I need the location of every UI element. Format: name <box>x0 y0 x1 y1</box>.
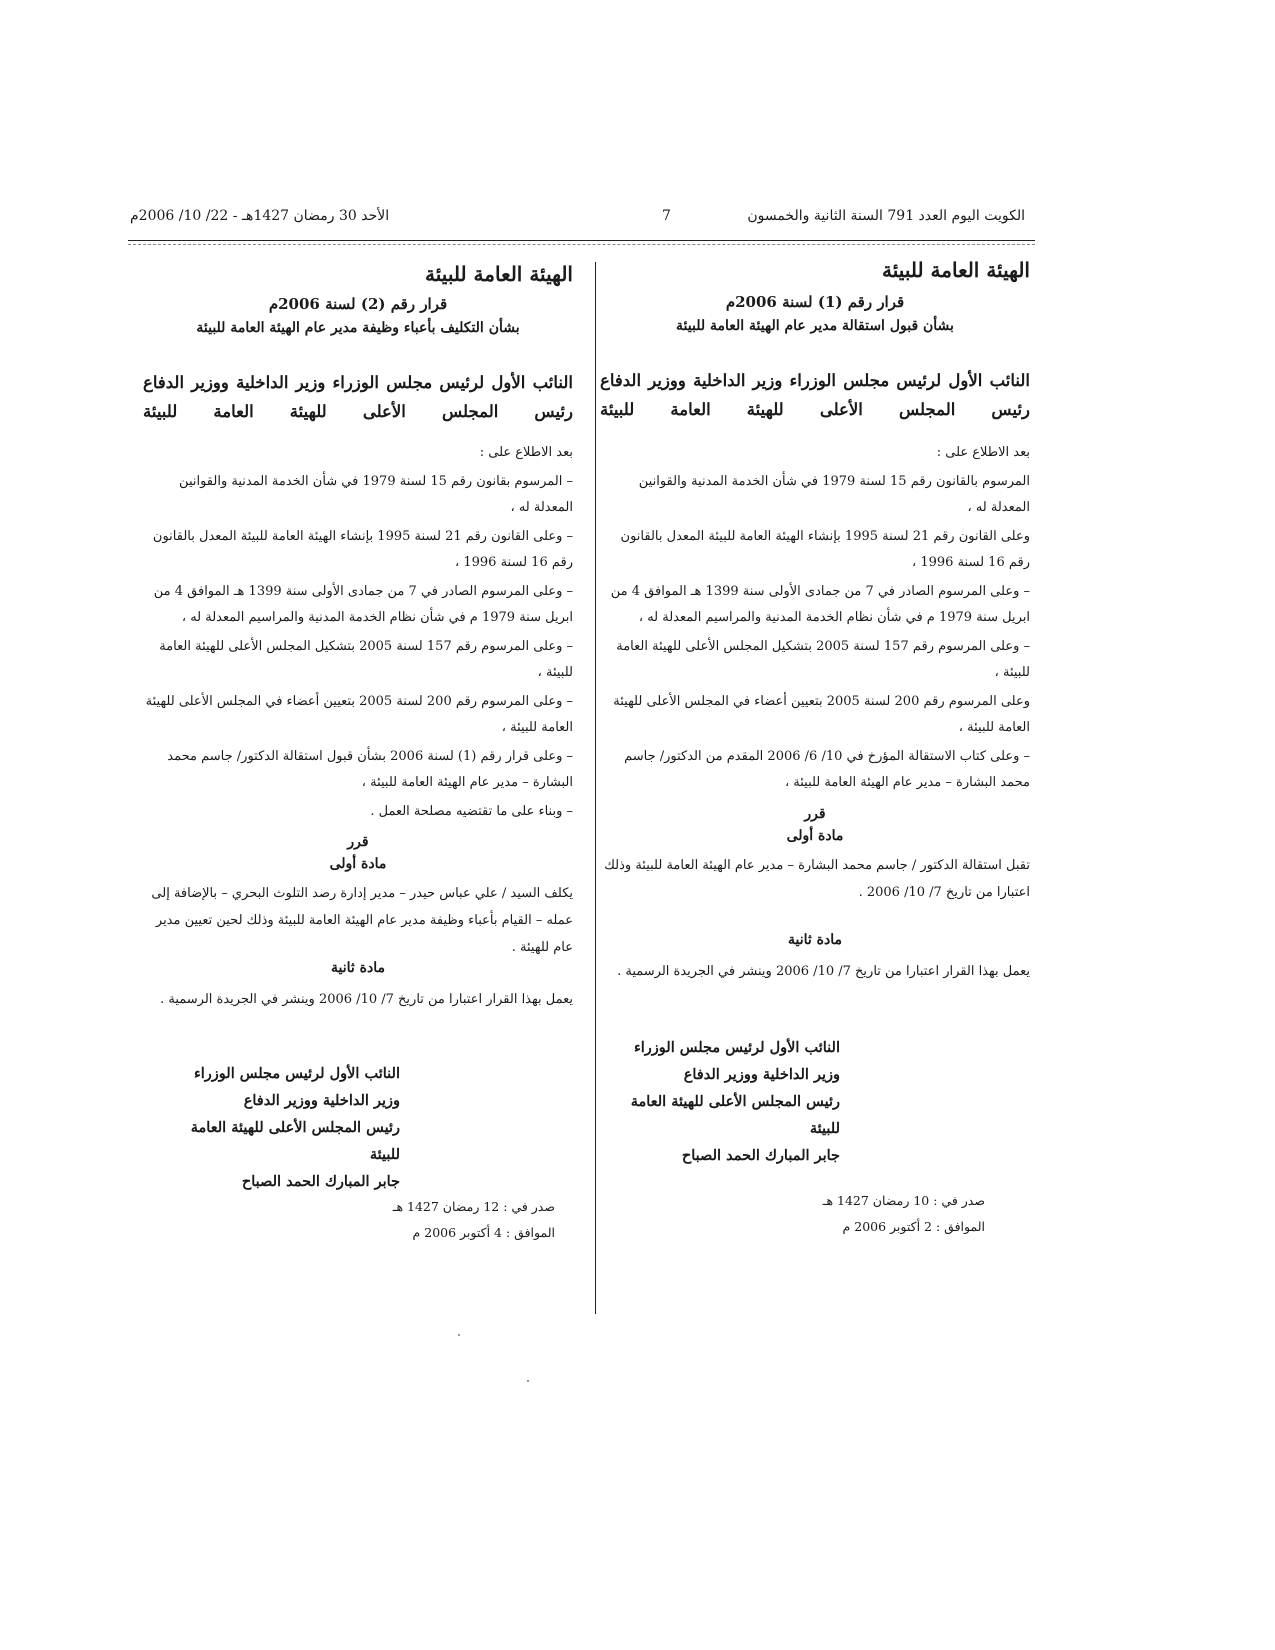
header-rule <box>128 240 1035 241</box>
publication-header: الكويت اليوم العدد 791 السنة الثانية والخمسون <box>747 208 1025 224</box>
decision1-article1-title: مادة أولى <box>786 828 844 844</box>
recital: – وبناء على ما تقتضيه مصلحة العمل . <box>370 803 573 819</box>
signature-line: النائب الأول لرئيس مجلس الوزراء <box>193 1065 400 1082</box>
decision2-subject: بشأن التكليف بأعباء وظيفة مدير عام الهيئة العامة للبيئة <box>196 320 520 336</box>
decision1-corresponding-date: الموافق : 2 أكتوبر 2006 م <box>842 1219 985 1234</box>
decision2-article1-text: يكلف السيد / علي عباس حيدر – مدير إدارة رصد التلوث البحري – بالإضافة إلى عمله – القيام بأعباء وظيفة مدير عام الهيئة العامة للبيئة وذلك لحين تعيين مدير عام للهيئة . <box>151 886 573 955</box>
signature-line: وزير الداخلية ووزير الدفاع <box>683 1066 840 1083</box>
header-rule-dashed <box>128 244 1035 245</box>
recital: – وعلى المرسوم رقم 157 لسنة 2005 بتشكيل المجلس الأعلى للهيئة العامة للبيئة ، <box>159 638 573 680</box>
recital: – وعلى المرسوم رقم 157 لسنة 2005 بتشكيل المجلس الأعلى للهيئة العامة للبيئة ، <box>616 638 1030 680</box>
decision2-article1-title: مادة أولى <box>329 856 387 872</box>
decision2-recitals <box>143 440 573 827</box>
signature-name: جابر المبارك الحمد الصباح <box>681 1147 840 1164</box>
scan-speck <box>527 1380 529 1382</box>
decision2-issued-date: صدر في : 12 رمضان 1427 هـ <box>392 1199 555 1214</box>
decision2-article2-text: يعمل بهذا القرار اعتبارا من تاريخ 7/ 10/ 2006 وينشر في الجريدة الرسمية . <box>160 992 573 1007</box>
page-number: 7 <box>662 208 671 224</box>
recital: المرسوم بالقانون رقم 15 لسنة 1979 في شأن الخدمة المدنية والقوانين المعدلة له ، <box>638 473 1030 515</box>
signature-line: النائب الأول لرئيس مجلس الوزراء <box>633 1039 840 1056</box>
decision2-decided: قرر <box>347 834 369 850</box>
decision1-issued-date: صدر في : 10 رمضان 1427 هـ <box>822 1193 985 1208</box>
decision2-title: قرار رقم (2) لسنة 2006م <box>268 295 448 313</box>
issue-date: الأحد 30 رمضان 1427هـ - 22/ 10/ 2006م <box>130 208 390 224</box>
recital: – وعلى المرسوم الصادر في 7 من جمادى الأولى سنة 1399 هـ الموافق 4 من ابريل سنة 1979 م في شأن نظام الخدمة المدنية والمراسيم المعدلة له ، <box>610 583 1030 625</box>
signature-line: رئيس المجلس الأعلى للهيئة العامة للبيئة <box>630 1093 840 1137</box>
recital: بعد الاطلاع على : <box>479 445 573 460</box>
decision2-issuer: النائب الأول لرئيس مجلس الوزراء وزير الداخلية ووزير الدفاع رئيس المجلس الأعلى للهيئة العامة للبيئة <box>143 373 573 421</box>
column-divider <box>595 262 596 1314</box>
recital: – المرسوم بقانون رقم 15 لسنة 1979 في شأن الخدمة المدنية والقوانين المعدلة له ، <box>179 473 573 515</box>
recital: – وعلى قرار رقم (1) لسنة 2006 بشأن قبول استقالة الدكتور/ جاسم محمد البشارة – مدير عام الهيئة العامة للبيئة ، <box>167 748 573 790</box>
decision1-article2-text: يعمل بهذا القرار اعتبارا من تاريخ 7/ 10/ 2006 وينشر في الجريدة الرسمية . <box>617 964 1030 979</box>
signature-line: رئيس المجلس الأعلى للهيئة العامة للبيئة <box>190 1119 400 1163</box>
decision2-signature <box>160 1060 400 1195</box>
decision1-subject: بشأن قبول استقالة مدير عام الهيئة العامة للبيئة <box>676 318 954 334</box>
signature-line: وزير الداخلية ووزير الدفاع <box>243 1092 400 1109</box>
decision1-article2-title: مادة ثانية <box>788 932 842 948</box>
decision1-signature <box>600 1034 840 1169</box>
decision2-corresponding-date: الموافق : 4 أكتوبر 2006 م <box>412 1225 555 1240</box>
decision1-authority: الهيئة العامة للبيئة <box>882 258 1030 282</box>
decision2-article2-title: مادة ثانية <box>331 960 385 976</box>
recital: – وعلى المرسوم الصادر في 7 من جمادى الأولى سنة 1399 هـ الموافق 4 من ابريل سنة 1979 م في شأن نظام الخدمة المدنية والمراسيم المعدلة له ، <box>153 583 573 625</box>
recital: وعلى المرسوم رقم 200 لسنة 2005 بتعيين أعضاء في المجلس الأعلى للهيئة العامة للبيئة ، <box>613 693 1030 735</box>
recital: – وعلى المرسوم رقم 200 لسنة 2005 بتعيين أعضاء في المجلس الأعلى للهيئة العامة للبيئة ، <box>145 693 573 735</box>
decision1-decided: قرر <box>804 806 826 822</box>
recital: بعد الاطلاع على : <box>936 445 1030 460</box>
decision1-recitals <box>600 440 1030 799</box>
decision2-authority: الهيئة العامة للبيئة <box>425 262 573 286</box>
recital: – وعلى القانون رقم 21 لسنة 1995 بإنشاء الهيئة العامة للبيئة المعدل بالقانون رقم 16 لسنة 1996 ، <box>152 528 573 570</box>
signature-name: جابر المبارك الحمد الصباح <box>241 1173 400 1190</box>
decision1-article1-text: تقبل استقالة الدكتور / جاسم محمد البشارة – مدير عام الهيئة العامة للبيئة وذلك اعتبارا من تاريخ 7/ 10/ 2006 . <box>604 858 1030 900</box>
recital: وعلى القانون رقم 21 لسنة 1995 بإنشاء الهيئة العامة للبيئة المعدل بالقانون رقم 16 لسنة 1996 ، <box>620 528 1030 570</box>
decision1-issuer: النائب الأول لرئيس مجلس الوزراء وزير الداخلية ووزير الدفاع رئيس المجلس الأعلى للهيئة العامة للبيئة <box>600 371 1030 419</box>
scan-speck <box>458 1334 460 1336</box>
decision1-title: قرار رقم (1) لسنة 2006م <box>725 293 905 311</box>
recital: – وعلى كتاب الاستقالة المؤرخ في 10/ 6/ 2006 المقدم من الدكتور/ جاسم محمد البشارة – مدير عام الهيئة العامة للبيئة ، <box>624 748 1030 790</box>
